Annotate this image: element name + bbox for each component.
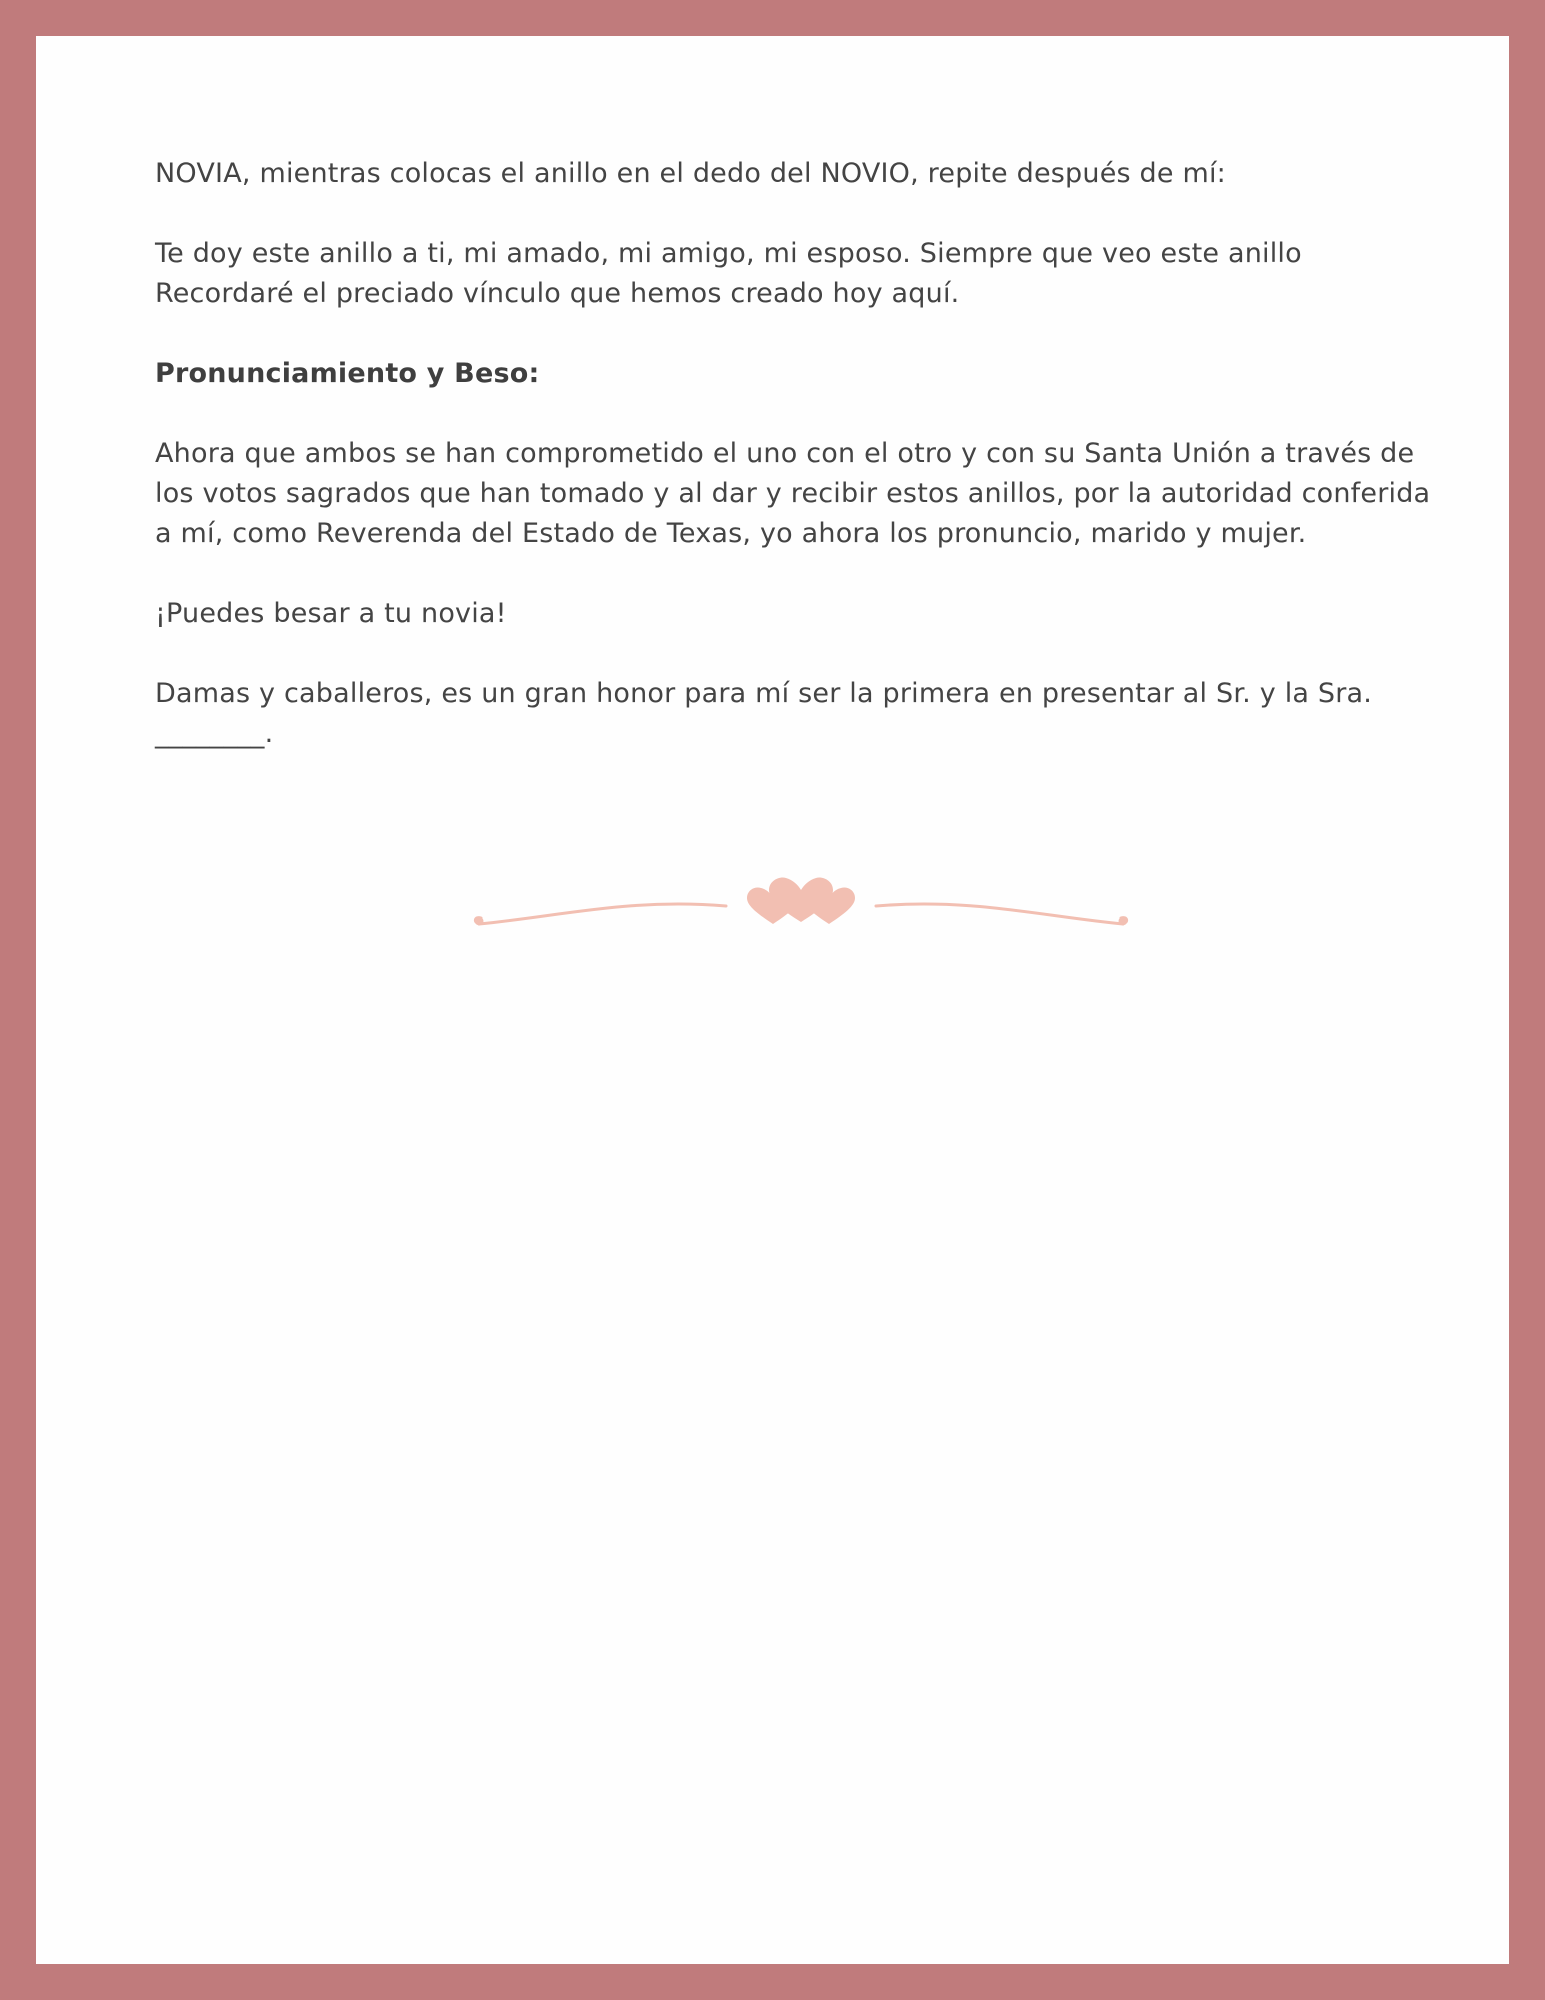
presentation-paragraph: Damas y caballeros, es un gran honor para mí ser la primera en presentar al Sr. y la Sra. ________. xyxy=(155,678,1373,749)
hearts-flourish-divider-icon xyxy=(471,876,1131,932)
document-body xyxy=(155,154,1455,754)
section-heading: Pronunciamiento y Beso: xyxy=(155,358,540,389)
document-page xyxy=(36,36,1509,1964)
ring-vow-paragraph: Te doy este anillo a ti, mi amado, mi amigo, mi esposo. Siempre que veo este anillo Recordaré el preciado vínculo que hemos creado hoy aquí. xyxy=(155,238,1302,309)
pronouncement-paragraph: Ahora que ambos se han comprometido el uno con el otro y con su Santa Unión a través de los votos sagrados que han tomado y al dar y recibir estos anillos, por la autoridad conferida a mí, como Reverenda del Estado de Texas, yo ahora los pronuncio, marido y mujer. xyxy=(155,438,1431,549)
instruction-paragraph: NOVIA, mientras colocas el anillo en el dedo del NOVIO, repite después de mí: xyxy=(155,158,1226,189)
kiss-paragraph: ¡Puedes besar a tu novia! xyxy=(155,598,507,629)
